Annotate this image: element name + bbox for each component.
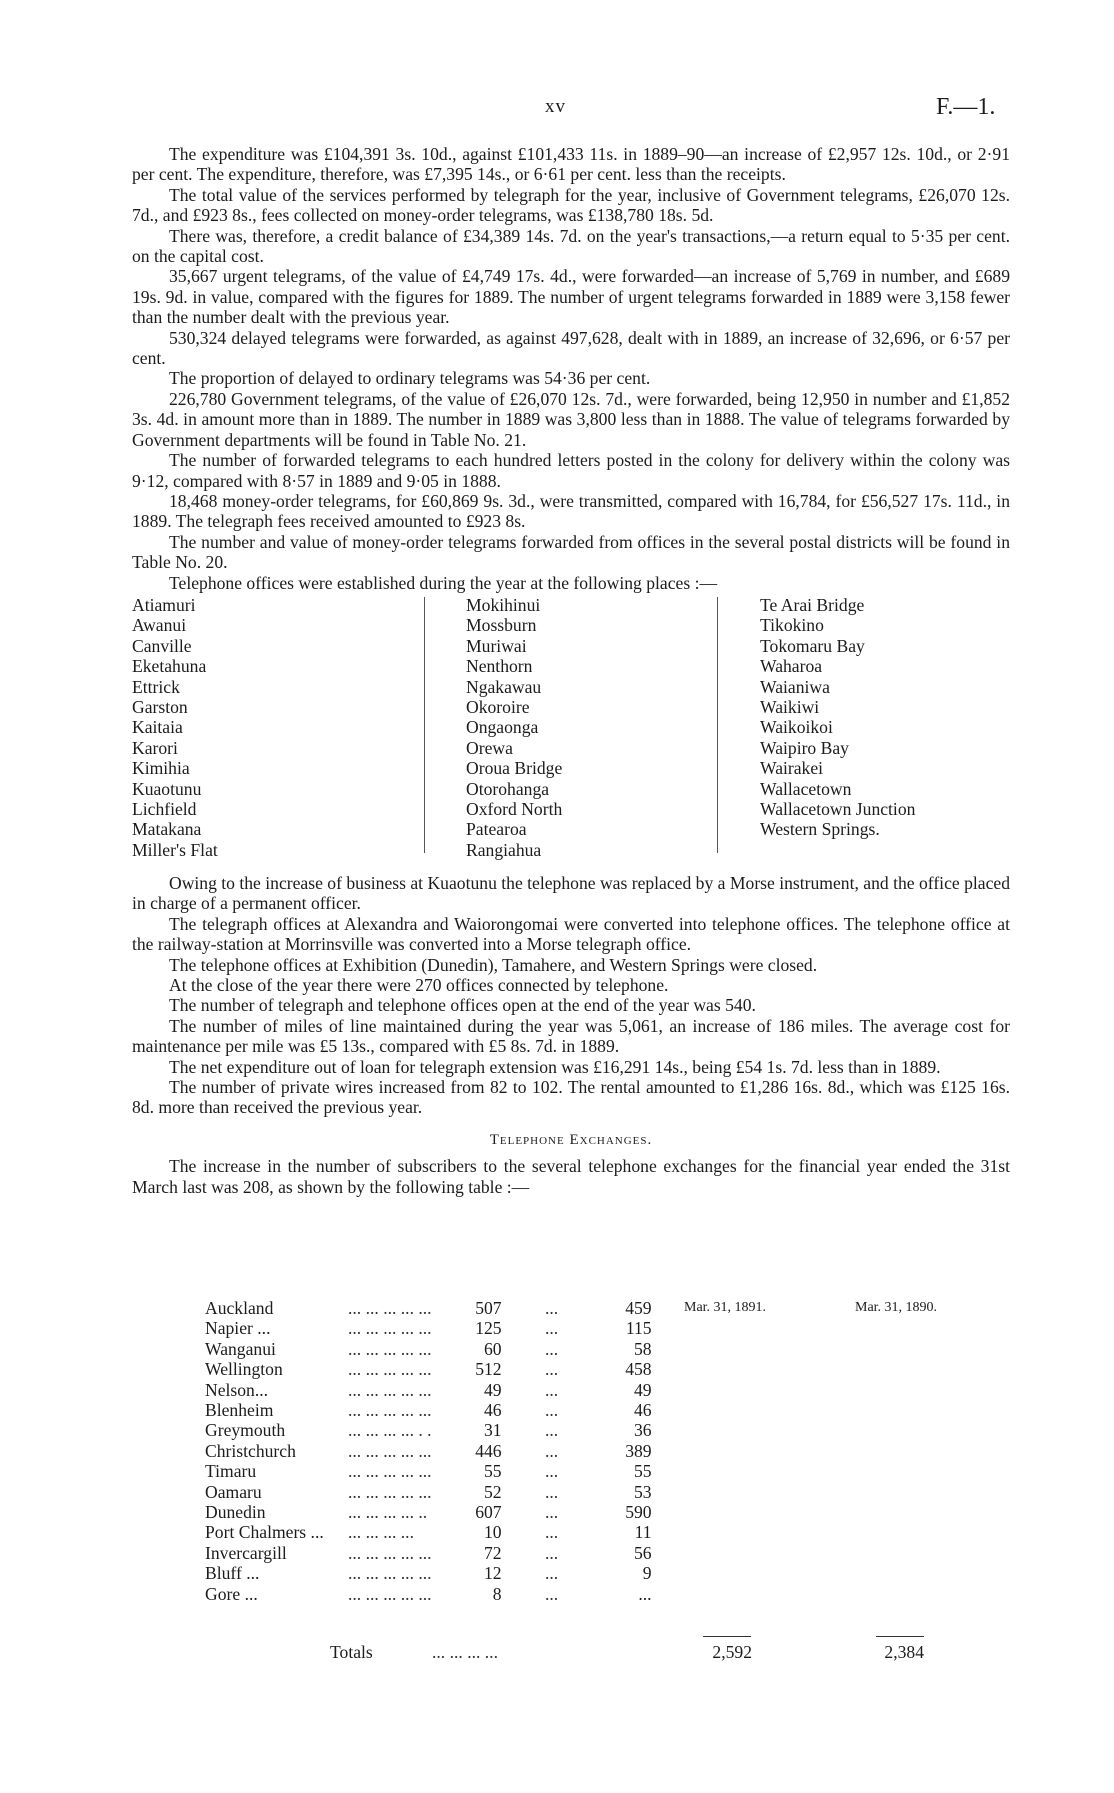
leader-dots: ... ... ... ... ... xyxy=(348,1400,432,1421)
leader-dots: ... xyxy=(544,1563,559,1584)
subscribers-1891: 607 xyxy=(475,1502,502,1523)
subscribers-1891: 55 xyxy=(483,1461,502,1482)
paragraph: 530,324 delayed telegrams were forwarded, as against 497,628, dealt with in 1889, an increase of 32,696, or 6·57 per cent. xyxy=(132,327,1010,369)
place-name: Orewa xyxy=(466,737,513,758)
exchange-name: Oamaru xyxy=(205,1481,262,1502)
leader-dots: ... xyxy=(544,1318,559,1339)
paragraph: The proportion of delayed to ordinary telegrams was 54·36 per cent. xyxy=(169,368,651,389)
exchange-name: Timaru xyxy=(205,1461,257,1482)
leader-dots: ... ... ... ... ... xyxy=(348,1440,432,1461)
paragraph: The net expenditure out of loan for telegraph extension was £16,291 14s., being £54 1s. 7d. less than in 1889. xyxy=(169,1056,941,1077)
place-name: Kimihia xyxy=(132,758,190,779)
subscribers-1891: 52 xyxy=(483,1481,502,1502)
place-name: Eketahuna xyxy=(132,656,207,677)
exchange-name: Wellington xyxy=(205,1359,283,1380)
exchange-name: Auckland xyxy=(205,1298,274,1318)
table-row xyxy=(205,1502,652,1522)
place-name: Atiamuri xyxy=(132,594,196,615)
place-name: Matakana xyxy=(132,819,202,840)
place-name: Waianiwa xyxy=(760,676,830,697)
table-row xyxy=(205,1482,652,1502)
table-row xyxy=(205,1380,652,1400)
sum-rule-1890 xyxy=(876,1636,924,1637)
place-name: Karori xyxy=(132,737,178,758)
leader-dots: ... ... ... ... . . xyxy=(348,1420,432,1441)
subscribers-1890: 11 xyxy=(634,1522,652,1543)
leader-dots: ... xyxy=(544,1481,559,1502)
exchange-name: Dunedin xyxy=(205,1502,266,1523)
exchange-name: Port Chalmers ... xyxy=(205,1522,324,1543)
document-body xyxy=(132,144,1010,1197)
place-name: Te Arai Bridge xyxy=(760,594,865,615)
document-code: F.—1. xyxy=(936,94,996,120)
leader-dots: ... xyxy=(544,1359,559,1380)
telephone-places-list xyxy=(132,595,1010,873)
subscribers-1890: 9 xyxy=(642,1563,652,1584)
paragraph: 226,780 Government telegrams, of the value of £26,070 12s. 7d., were forwarded, being 12,950 in number and £1,852 3s. 4d. in amount more than in 1889. The number in 1889 was 3,800 less than in 1888. The value of telegrams forwarded by Government departments will be found in Table No. 21. xyxy=(132,388,1010,450)
place-name: Okoroire xyxy=(466,696,530,717)
subscribers-1891: 10 xyxy=(483,1522,502,1543)
place-name: Kuaotunu xyxy=(132,778,202,799)
exchange-name: Nelson... xyxy=(205,1379,269,1400)
exchange-name: Wanganui xyxy=(205,1338,276,1359)
paragraph: Owing to the increase of business at Kuaotunu the telephone was replaced by a Morse instrument, and the office placed in charge of a permanent officer. xyxy=(132,872,1010,914)
table-row xyxy=(205,1339,652,1359)
paragraph: The total value of the services performed by telegraph for the year, inclusive of Government telegrams, £26,070 12s. 7d., and £923 8s., fees collected on money-order telegrams, was £138,780 18s. 5d. xyxy=(132,184,1010,226)
leader-dots: ... xyxy=(544,1440,559,1461)
table-row xyxy=(205,1522,652,1542)
table-row xyxy=(205,1441,652,1461)
places-column-3 xyxy=(760,595,915,840)
leader-dots: ... xyxy=(544,1400,559,1421)
exchange-name: Invercargill xyxy=(205,1542,287,1563)
subscribers-1891: 31 xyxy=(483,1420,502,1441)
subscribers-1891: 72 xyxy=(483,1542,502,1563)
totals-dots: ... ... ... ... xyxy=(432,1642,498,1662)
place-name: Awanui xyxy=(132,615,187,636)
top-paragraphs xyxy=(132,144,1010,593)
subscribers-1891: 446 xyxy=(475,1440,502,1461)
place-name: Wairakei xyxy=(760,758,824,779)
leader-dots: ... xyxy=(544,1583,559,1604)
subscribers-1891: 46 xyxy=(483,1400,502,1421)
leader-dots: ... xyxy=(544,1420,559,1441)
leader-dots: ... xyxy=(544,1542,559,1563)
paragraph: The number of miles of line maintained during the year was 5,061, an increase of 186 miles. The average cost for maintenance per mile was £5 13s., compared with £5 8s. 7d. in 1889. xyxy=(132,1015,1010,1057)
leader-dots: ... xyxy=(544,1522,559,1543)
exchange-name: Gore ... xyxy=(205,1583,258,1604)
paragraph: At the close of the year there were 270 offices connected by telephone. xyxy=(169,974,669,995)
leader-dots: ... ... ... ... ... xyxy=(348,1542,432,1563)
subscribers-1890: 53 xyxy=(633,1481,652,1502)
place-name: Miller's Flat xyxy=(132,839,218,860)
leader-dots: ... ... ... ... ... xyxy=(348,1481,432,1502)
subscribers-1890: 459 xyxy=(625,1298,652,1318)
place-name: Ettrick xyxy=(132,676,180,697)
paragraph: The telephone offices at Exhibition (Dunedin), Tamahere, and Western Springs were closed. xyxy=(169,954,818,975)
place-name: Waipiro Bay xyxy=(760,737,849,758)
leader-dots: ... ... ... ... ... xyxy=(348,1298,432,1318)
subscribers-1891: 512 xyxy=(475,1359,502,1380)
subscribers-1891: 507 xyxy=(475,1298,502,1318)
subscribers-1891: 125 xyxy=(475,1318,502,1339)
place-name: Wallacetown xyxy=(760,778,852,799)
totals-label: Totals xyxy=(330,1642,373,1662)
place-name: Western Springs. xyxy=(760,819,880,840)
leader-dots: ... xyxy=(544,1461,559,1482)
subscribers-1891: 8 xyxy=(492,1583,502,1604)
place-name: Mokihinui xyxy=(466,594,541,615)
column-divider xyxy=(717,597,718,853)
leader-dots: ... ... ... ... ... xyxy=(348,1359,432,1380)
subscribers-1890: 56 xyxy=(633,1542,652,1563)
exchange-name: Christchurch xyxy=(205,1440,296,1461)
place-name: Oroua Bridge xyxy=(466,758,563,779)
exchange-name: Napier ... xyxy=(205,1318,271,1339)
place-name: Waikiwi xyxy=(760,696,820,717)
leader-dots: ... ... ... ... xyxy=(348,1522,414,1543)
column-header-1891: Mar. 31, 1891. xyxy=(684,1300,767,1315)
table-row xyxy=(205,1318,652,1338)
paragraph: There was, therefore, a credit balance of £34,389 14s. 7d. on the year's transactions,—a return equal to 5·35 per cent. on the capital cost. xyxy=(132,225,1010,267)
place-name: Oxford North xyxy=(466,799,563,819)
paragraph: The telegraph offices at Alexandra and Waiorongomai were converted into telephone offices. The telephone office at the railway-station at Morrinsville was converted into a Morse telegraph office. xyxy=(132,913,1010,955)
place-name: Ngakawau xyxy=(466,676,542,697)
subscribers-1890: 36 xyxy=(633,1420,652,1441)
place-name: Muriwai xyxy=(466,635,527,656)
place-name: Otorohanga xyxy=(466,778,550,799)
total-1890: 2,384 xyxy=(884,1642,924,1662)
page-number: xv xyxy=(545,96,566,117)
column-header-1890: Mar. 31, 1890. xyxy=(855,1300,938,1315)
leader-dots: ... ... ... ... ... xyxy=(348,1583,432,1604)
exchange-name: Bluff ... xyxy=(205,1563,260,1584)
place-name: Nenthorn xyxy=(466,656,533,677)
subscribers-1890: 58 xyxy=(633,1338,652,1359)
table-row xyxy=(205,1400,652,1420)
sum-rule-1891 xyxy=(703,1636,751,1637)
exchanges-intro: The increase in the number of subscribers to the several telephone exchanges for the financial year ended the 31st March last was 208, as shown by the following table :— xyxy=(132,1156,1010,1197)
leader-dots: ... ... ... ... ... xyxy=(348,1338,432,1359)
exchange-name: Blenheim xyxy=(205,1400,274,1421)
exchange-name: Greymouth xyxy=(205,1420,286,1441)
subscribers-1890: 49 xyxy=(633,1379,652,1400)
places-column-1 xyxy=(132,595,218,860)
place-name: Canville xyxy=(132,635,192,656)
place-name: Tokomaru Bay xyxy=(760,635,865,656)
leader-dots: ... ... ... ... ... xyxy=(348,1461,432,1482)
subscribers-1890: ... xyxy=(638,1583,652,1604)
place-name: Rangiahua xyxy=(466,839,542,860)
column-divider xyxy=(424,597,425,853)
subscribers-1890: 115 xyxy=(625,1318,652,1339)
place-name: Tikokino xyxy=(760,615,824,636)
paragraph: 18,468 money-order telegrams, for £60,869 9s. 3d., were transmitted, compared with 16,784, for £56,527 17s. 11d., in 1889. The telegraph fees received amounted to £923 8s. xyxy=(132,490,1010,532)
subscribers-1890: 55 xyxy=(633,1461,652,1482)
total-1891: 2,592 xyxy=(712,1642,752,1662)
paragraph: Telephone offices were established during the year at the following places :— xyxy=(169,572,718,593)
place-name: Wallacetown Junction xyxy=(760,799,916,819)
places-column-2 xyxy=(466,595,562,860)
bottom-paragraphs xyxy=(132,873,1010,1118)
subscribers-1891: 60 xyxy=(483,1338,502,1359)
table-row xyxy=(205,1563,652,1583)
subscribers-1891: 49 xyxy=(483,1379,502,1400)
place-name: Waikoikoi xyxy=(760,717,833,738)
table-row xyxy=(205,1298,652,1318)
subscribers-1891: 12 xyxy=(483,1563,502,1584)
leader-dots: ... xyxy=(544,1502,559,1523)
paragraph: The number of private wires increased from 82 to 102. The rental amounted to £1,286 16s. 8d., which was £125 16s. 8d. more than received the previous year. xyxy=(132,1077,1010,1118)
paragraph: The expenditure was £104,391 3s. 10d., against £101,433 11s. in 1889–90—an increase of £2,957 12s. 10d., or 2·91 per cent. The expenditure, therefore, was £7,395 14s., or 6·61 per cent. less than the receipts. xyxy=(132,144,1010,185)
section-heading: Telephone Exchanges. xyxy=(489,1131,653,1148)
table-row xyxy=(205,1461,652,1481)
leader-dots: ... xyxy=(544,1338,559,1359)
place-name: Ongaonga xyxy=(466,717,539,738)
place-name: Patearoa xyxy=(466,819,527,840)
subscribers-1890: 46 xyxy=(633,1400,652,1421)
place-name: Mossburn xyxy=(466,615,537,636)
subscribers-1890: 458 xyxy=(625,1359,652,1380)
table-row xyxy=(205,1543,652,1563)
paragraph: 35,667 urgent telegrams, of the value of £4,749 17s. 4d., were forwarded—an increase of 5,769 in number, and £689 19s. 9d. in value, compared with the figures for 1889. The number of urgent telegrams forwarded in 1889 were 3,158 fewer than the number dealt with the previous year. xyxy=(132,266,1010,328)
leader-dots: ... ... ... ... ... xyxy=(348,1563,432,1584)
subscribers-1890: 590 xyxy=(625,1502,652,1523)
paragraph: The number and value of money-order telegrams forwarded from offices in the several postal districts will be found in Table No. 20. xyxy=(132,531,1010,573)
table-row xyxy=(205,1359,652,1379)
subscribers-1890: 389 xyxy=(625,1440,652,1461)
leader-dots: ... ... ... ... .. xyxy=(348,1502,428,1523)
paragraph: The number of telegraph and telephone offices open at the end of the year was 540. xyxy=(169,995,756,1016)
exchanges-table xyxy=(205,1298,652,1604)
leader-dots: ... ... ... ... ... xyxy=(348,1318,432,1339)
table-row xyxy=(205,1420,652,1440)
paragraph: The number of forwarded telegrams to each hundred letters posted in the colony for delivery within the colony was 9·12, compared with 8·57 in 1889 and 9·05 in 1888. xyxy=(132,450,1010,491)
leader-dots: ... ... ... ... ... xyxy=(348,1379,432,1400)
leader-dots: ... xyxy=(544,1379,559,1400)
place-name: Waharoa xyxy=(760,656,823,677)
place-name: Lichfield xyxy=(132,799,197,819)
place-name: Garston xyxy=(132,696,188,717)
table-row xyxy=(205,1584,652,1604)
place-name: Kaitaia xyxy=(132,717,183,738)
leader-dots: ... xyxy=(544,1298,559,1318)
